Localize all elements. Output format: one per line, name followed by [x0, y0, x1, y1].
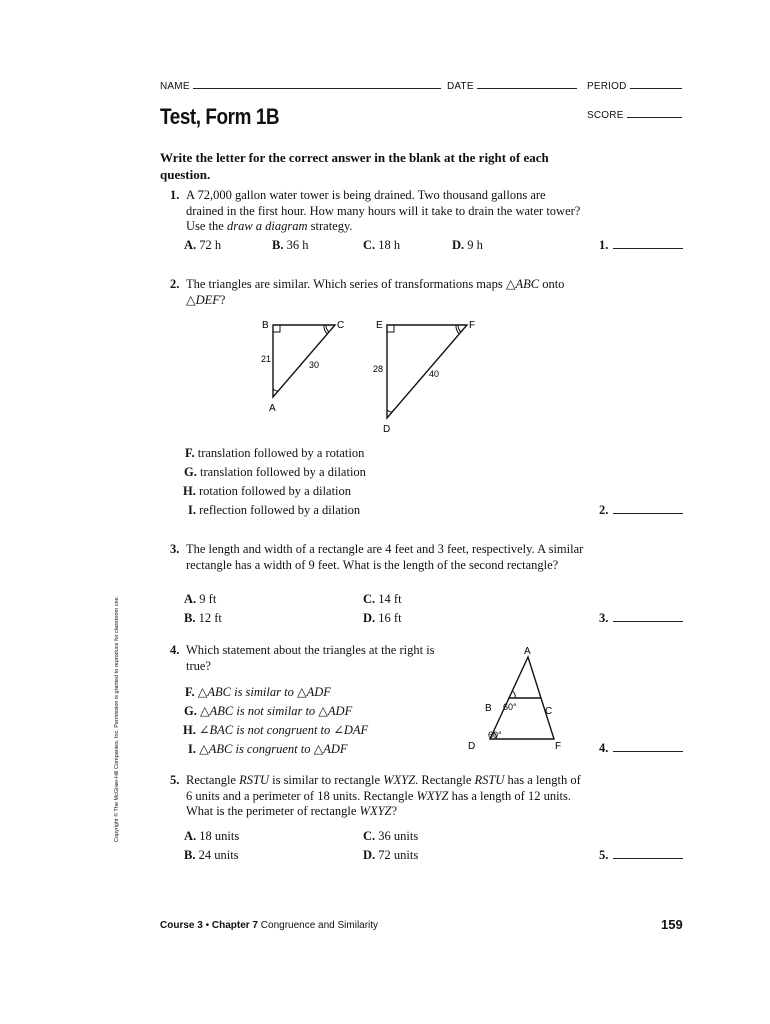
option-text: 14 ft — [378, 592, 402, 606]
date-line — [477, 80, 577, 89]
option-text: rotation followed by a dilation — [198, 484, 352, 498]
label-c: C — [545, 706, 553, 717]
name-field[interactable] — [160, 80, 441, 92]
text-italic: RSTU — [239, 773, 269, 787]
option-letter: I. — [188, 503, 196, 517]
question-number: 4. — [170, 643, 180, 657]
text-part: . Rectangle — [415, 773, 475, 787]
option-text: 16 ft — [378, 611, 402, 625]
angle-b-label: 60° — [503, 702, 517, 712]
option-letter: G. — [184, 704, 197, 718]
triangle-abc — [261, 320, 344, 414]
answer-blank-3[interactable] — [599, 611, 683, 626]
text-part: The triangles are similar. Which series of transformations maps — [186, 277, 506, 291]
period-label: PERIOD — [587, 81, 627, 92]
option-letter: H. — [183, 484, 196, 498]
instructions: Write the letter for the correct answer in the blank at the right of each question. — [160, 150, 549, 182]
option-text: 72 units — [378, 848, 419, 862]
question-4 — [170, 643, 450, 674]
option-letter: F. — [185, 685, 195, 699]
question-text: The length and width of a rectangle are 4 feet and 3 feet, respectively. A similar rectangle has a width of 9 feet. What is the length of the second rectangle? — [186, 542, 584, 572]
option-letter: C. — [363, 238, 376, 252]
side-30: 30 — [309, 360, 320, 370]
q4-option-f[interactable] — [185, 684, 331, 700]
option-letter: B. — [272, 238, 284, 252]
option-letter: A. — [184, 829, 197, 843]
text-italic: RSTU — [474, 773, 505, 787]
question-number: 1. — [170, 188, 180, 202]
score-line — [627, 109, 682, 118]
blank-number: 1. — [599, 238, 609, 252]
q2-triangles-figure — [255, 315, 485, 440]
blank-number: 3. — [599, 611, 609, 625]
option-letter: I. — [188, 742, 196, 756]
score-label: SCORE — [587, 110, 624, 121]
text-part: ? — [219, 292, 226, 307]
question-1 — [170, 188, 585, 235]
answer-blank-2[interactable] — [599, 503, 683, 518]
option-text: reflection followed by a dilation — [199, 503, 361, 517]
option-letter: D. — [363, 611, 376, 625]
option-text: 36 units — [378, 829, 419, 843]
blank-line — [613, 247, 683, 249]
answer-blank-4[interactable] — [599, 741, 683, 756]
text-part: has a length of 12 units. What is the perimeter of rectangle — [186, 788, 572, 818]
question-5 — [170, 773, 585, 820]
label-d: D — [468, 741, 476, 752]
text-italic: draw a diagram — [226, 219, 308, 233]
text-part: strategy. — [307, 219, 353, 233]
option-letter: A. — [184, 238, 197, 252]
label-f: F — [469, 320, 476, 331]
question-text: Which statement about the triangles at the right is true? — [186, 643, 435, 673]
option-letter: H. — [183, 723, 196, 737]
option-text: 72 h — [199, 238, 222, 252]
option-letter: D. — [452, 238, 465, 252]
blank-number: 2. — [599, 503, 609, 517]
option-text: 9 h — [467, 238, 483, 252]
q5-option-a[interactable] — [184, 829, 239, 844]
option-text: translation followed by a rotation — [197, 446, 365, 460]
text-part: onto — [539, 277, 565, 291]
question-text — [170, 188, 585, 235]
period-line — [630, 80, 682, 89]
question-3 — [170, 542, 585, 573]
option-text: 12 ft — [198, 611, 222, 625]
option-text: ∠BAC is not congruent to ∠DAF — [198, 723, 369, 737]
question-text — [170, 277, 585, 308]
option-text: 36 h — [286, 238, 309, 252]
option-text: △ABC is similar to △ADF — [197, 685, 331, 699]
option-letter: B. — [184, 611, 196, 625]
option-text: 18 h — [378, 238, 401, 252]
q2-option-i[interactable] — [188, 503, 360, 518]
question-text — [170, 773, 585, 820]
option-letter: F. — [185, 446, 195, 460]
footer-chapter-title: Congruence and Similarity — [260, 920, 379, 931]
blank-line — [613, 512, 683, 514]
date-label: DATE — [447, 81, 474, 92]
q1-option-c[interactable] — [363, 238, 400, 253]
page-title: Test, Form 1B — [160, 104, 280, 129]
angle-d-label: 60° — [488, 730, 502, 740]
q1-option-a[interactable] — [184, 238, 221, 253]
q2-option-f[interactable] — [185, 446, 364, 461]
label-b: B — [485, 703, 492, 714]
triangle-def — [373, 320, 475, 435]
question-number: 5. — [170, 773, 180, 787]
option-letter: C. — [363, 592, 376, 606]
question-number: 3. — [170, 542, 180, 556]
text-part: ? — [391, 804, 398, 818]
blank-line — [613, 857, 683, 859]
text-part: has a length of 6 units and a perimeter of 18 units. Rectangle — [186, 773, 581, 803]
label-c: C — [337, 320, 345, 331]
blank-number: 4. — [599, 741, 609, 755]
text-italic: WXYZ — [383, 773, 416, 787]
option-letter: B. — [184, 848, 196, 862]
q1-option-b[interactable] — [272, 238, 308, 253]
score-field[interactable] — [587, 109, 682, 121]
blank-number: 5. — [599, 848, 609, 862]
text-part: Rectangle — [186, 773, 240, 787]
text-part: A 72,000 gallon water tower is being drained. Two thousand gallons are drained in the first hour. How many hours will it take to drain the water tower? Use the — [186, 188, 581, 233]
q3-option-a[interactable] — [184, 592, 216, 607]
option-text: 9 ft — [199, 592, 217, 606]
option-text: 18 units — [199, 829, 240, 843]
question-number: 2. — [170, 277, 180, 291]
label-d: D — [383, 424, 391, 435]
option-text: translation followed by a dilation — [199, 465, 366, 479]
q4-option-h[interactable] — [183, 722, 368, 738]
q4-triangle-figure — [462, 641, 582, 756]
q2-option-h[interactable] — [183, 484, 351, 499]
text-italic: WXYZ — [416, 788, 449, 803]
date-field[interactable] — [447, 80, 577, 92]
side-40: 40 — [429, 369, 440, 379]
q2-option-g[interactable] — [184, 465, 366, 480]
option-letter: C. — [363, 829, 376, 843]
label-b: B — [262, 320, 269, 331]
q5-option-b[interactable] — [184, 848, 239, 863]
label-f: F — [555, 741, 562, 752]
option-text: 24 units — [198, 848, 239, 862]
q3-option-b[interactable] — [184, 611, 222, 626]
footer-bullet: • — [205, 920, 210, 931]
q5-option-d[interactable] — [363, 848, 418, 863]
footer-chapter-label: Chapter 7 — [211, 920, 258, 931]
text-italic: △ABC — [505, 277, 540, 291]
page-number: 159 — [661, 917, 683, 932]
option-text: △ABC is not similar to △ADF — [199, 704, 353, 718]
answer-blank-1[interactable] — [599, 238, 683, 253]
label-a: A — [269, 403, 276, 414]
footer-course-label: Course 3 — [160, 920, 203, 931]
option-letter: G. — [184, 465, 197, 479]
label-e: E — [376, 320, 383, 331]
blank-line — [613, 620, 683, 622]
blank-line — [613, 750, 683, 752]
q5-option-c[interactable] — [363, 829, 418, 844]
copyright-notice: Copyright © The McGraw-Hill Companies, Inc. Permission is granted to reproduce for classroom use. — [114, 595, 120, 842]
q1-option-d[interactable] — [452, 238, 483, 253]
q3-option-d[interactable] — [363, 611, 402, 626]
answer-blank-5[interactable] — [599, 848, 683, 863]
option-letter: A. — [184, 592, 197, 606]
text-part: is similar to rectangle — [268, 773, 384, 787]
option-text: △ABC is congruent to △ADF — [199, 742, 348, 756]
name-line — [193, 80, 441, 89]
text-italic: △DEF — [186, 292, 220, 307]
text-italic: WXYZ — [359, 804, 392, 818]
question-2 — [170, 277, 585, 308]
q4-option-i[interactable] — [188, 741, 348, 757]
footer-course — [160, 920, 378, 931]
q4-option-g[interactable] — [184, 703, 352, 719]
period-field[interactable] — [587, 80, 682, 92]
q3-option-c[interactable] — [363, 592, 402, 607]
side-21: 21 — [261, 354, 272, 364]
label-a: A — [524, 646, 531, 657]
side-28: 28 — [373, 364, 384, 374]
name-label: NAME — [160, 81, 190, 92]
option-letter: D. — [363, 848, 376, 862]
